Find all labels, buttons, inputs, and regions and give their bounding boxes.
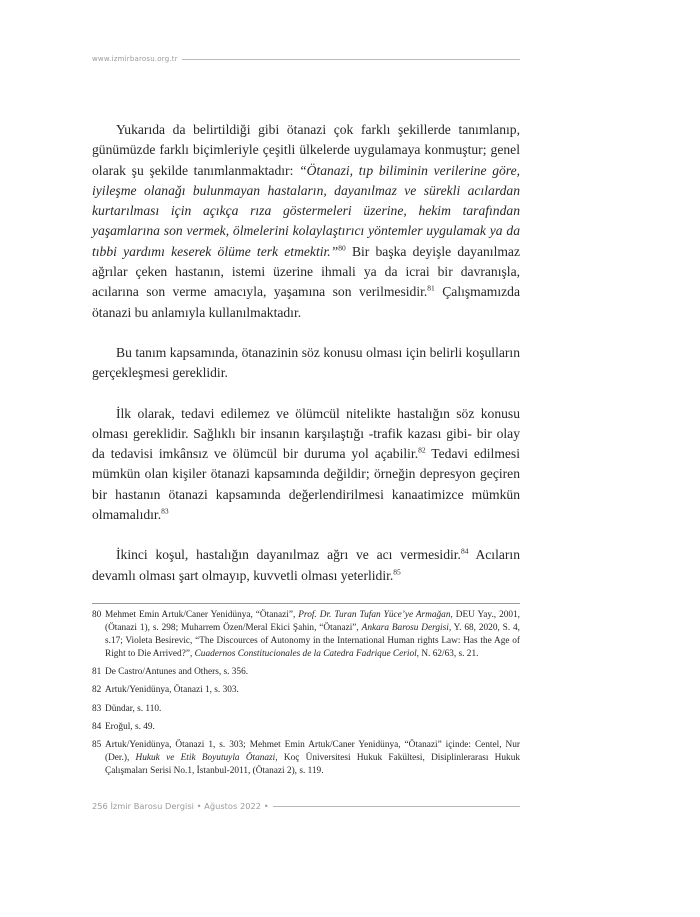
paragraph-2: Bu tanım kapsamında, ötanazinin söz konusu olması için belirli koşulların gerçekleşmesi gereklidir. xyxy=(92,344,520,381)
main-text xyxy=(92,120,520,606)
paragraph-4-text-a: İkinci koşul, hastalığın dayanılmaz ağrı ve acı vermesidir. xyxy=(116,547,461,563)
footnote-text xyxy=(105,739,520,778)
footnotes xyxy=(92,609,520,783)
footnote-81 xyxy=(92,666,520,679)
paragraph-3-text-a: İlk olarak, tedavi edilemez ve ölümcül nitelikte hastalığın söz konusu olması gereklidir. Sağlıklı bir insanın karşılaştığı -trafik kazası gibi- bir olay da tedavisi imkânsız ve ölümcül bir duruma yol açabilir. xyxy=(92,405,520,462)
footnote-text: Eroğul, s. 49. xyxy=(105,721,155,732)
footnote-80 xyxy=(92,609,520,661)
footer-text: 256 İzmir Barosu Dergisi • Ağustos 2022 • xyxy=(92,801,269,811)
paragraph-1 xyxy=(92,120,520,323)
footnote-84 xyxy=(92,721,520,734)
footnote-ref-85: 85 xyxy=(393,567,401,577)
footnote-text-part: Mehmet Emin Artuk/Caner Yenidünya, “Ötanazi”, xyxy=(105,610,299,620)
footnote-number: 81 xyxy=(92,667,102,678)
paragraph-1-text-a: Yukarıda da belirtildiği gibi ötanazi çok farklı şekillerde tanımlanıp, günümüzde farklı biçimleriyle çeşitli ülkelerde uygulamaya konmuştur; genel olarak şu şekilde tanımlanmaktadır: xyxy=(92,122,520,178)
footnote-82 xyxy=(92,684,520,697)
footnote-text-part: DEU Yay., 2001, (Ötanazi 1), s. 298; Muharrem Özen/Meral Ekici Şahin, “Ötanazi”, xyxy=(105,610,520,634)
footnote-text: De Castro/Antunes and Others, s. 356. xyxy=(105,667,249,678)
footnote-text-part: Artuk/Yenidünya, Ötanazi 1, s. 303; Mehmet Emin Artuk/Caner Yenidünya, “Ötanazi” içinde: Centel, Nur (Der.), xyxy=(105,739,520,763)
footnote-ref-81: 81 xyxy=(427,283,435,293)
paragraph-3 xyxy=(92,404,520,526)
footnote-83 xyxy=(92,703,520,716)
footnote-number: 85 xyxy=(92,739,102,750)
footnote-italic-title: Prof. Dr. Turan Tufan Yüce’ye Armağan, xyxy=(298,610,453,620)
footnote-text: Artuk/Yenidünya, Ötanazi 1, s. 303. xyxy=(105,685,239,696)
footnote-number: 84 xyxy=(92,721,102,732)
footnote-text-part: Koç Üniversitesi Hukuk Fakültesi, Disiplinlerarası Hukuk Çalışmaları Serisi No.1, İstanbul-2011, (Ötanazi 2), s. 119. xyxy=(105,752,520,776)
header-rule xyxy=(182,59,520,60)
footnote-text xyxy=(105,609,520,661)
footnote-italic-title: Ankara Barosu Dergisi, xyxy=(361,623,452,634)
page-footer xyxy=(92,801,520,811)
paragraph-4 xyxy=(92,545,520,586)
footnote-number: 82 xyxy=(92,685,102,696)
footnote-text: Dündar, s. 110. xyxy=(105,703,162,714)
paragraph-3-text-b: Tedavi edilmesi mümkün olan kişiler ötanazi kapsamında değildir; örneğin depresyon geçiren bir hastanın ötanazi kapsamında değerlendirilmesi kanaatimizce mümkün olmamalıdır. xyxy=(92,446,520,523)
footnote-italic-title: Hukuk ve Etik Boyutuyla Ötanazi, xyxy=(135,752,278,763)
footnote-ref-80: 80 xyxy=(338,243,346,253)
footnote-ref-83: 83 xyxy=(161,506,169,516)
footnote-ref-84: 84 xyxy=(460,546,469,556)
footnote-ref-82: 82 xyxy=(418,445,426,455)
footnote-separator xyxy=(92,603,520,604)
footnote-number: 80 xyxy=(92,610,102,620)
footer-rule xyxy=(273,806,520,807)
footnote-text-part: N. 62/63, s. 21. xyxy=(419,649,479,660)
paragraph-4-text-b: Acıların devamlı olması şart olmayıp, kuvvetli olması yeterlidir. xyxy=(92,547,520,583)
definition-quote: “Ötanazi, tıp biliminin verilerine göre, iyileşme olanağı bulunmayan hastaların, dayanılmaz ve sürekli acılardan kurtarılması için açıkça rıza göstermeleri üzerine, hekim tarafından yaşamlarına son vermek, ölmelerini kolaylaştırıcı yöntemler uygulamak ya da tıbbi yardımı keserek ölüme terk etmektir.” xyxy=(92,162,521,259)
paragraph-1-text-c: Çalışmamızda ötanazi bu anlamıyla kullanılmaktadır. xyxy=(92,284,520,320)
paragraph-1-text-b: Bir başka deyişle dayanılmaz ağrılar çeken hastanın, istemi üzerine ihmali ya da icrai bir davranışla, acılarına son verme amacıyla, yaşamına son verilmesidir. xyxy=(92,243,520,300)
page-header xyxy=(92,55,520,63)
header-url: www.izmirbarosu.org.tr xyxy=(92,55,178,63)
footnote-italic-title: Cuadernos Constitucionales de la Catedra Fadrique Ceriol, xyxy=(194,649,420,660)
footnote-text-part: Y. 68, 2020, S. 4, s.17; Violeta Besirevic, “The Discources of Autonomy in the International Human rights Law: Has the Age of Right to Die Arrived?”, xyxy=(105,623,521,660)
footnote-85 xyxy=(92,739,520,778)
footnote-number: 83 xyxy=(92,703,102,714)
